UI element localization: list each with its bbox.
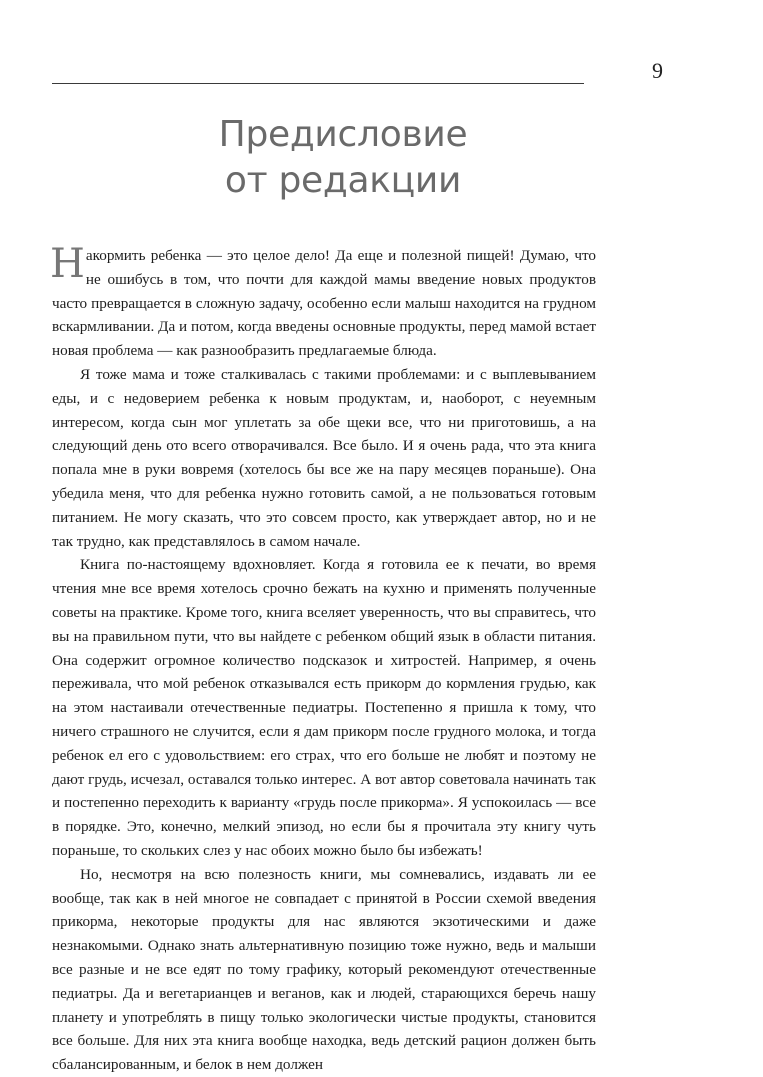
chapter-title-line-1: Предисловие (218, 114, 468, 155)
paragraph-3: Книга по-настоящему вдохновляет. Когда я готовила ее к печати, во время чтения мне все время хотелось срочно бежать на кухню и применять полученные советы на практике. Кроме того, книга вселяет уверенность, что вы справитесь, что вы на правильном пути, что вы найдете с ребенком общий язык в области питания. Она содержит огромное количество подсказок и хитростей. Например, я очень переживала, что мой ребенок отказывался есть прикорм до кормления грудью, как на этом настаивали отечественные педиатры. Постепенно я пришла к тому, что ничего страшного не случится, если я дам прикорм после грудного молока, и тогда ребенок ел его с удовольствием: его страх, что его больше не любят и поэтому не дают грудь, исчезал, оставался только интерес. А вот автор советовала начинать так и постепенно переходить к варианту «грудь после прикорма». Я успокоилась — все в порядке. Это, конечно, мелкий эпизод, но если бы я прочитала эту книгу чуть пораньше, то скольких слез у нас обоих можно было бы избежать! (52, 556, 596, 859)
paragraph-2: Я тоже мама и тоже сталкивалась с такими проблемами: и с выплевыванием еды, и с недоверием ребенка к новым продуктам, и, наоборот, с неуемным интересом, когда сын мог уплетать за обе щеки все, что ни приготовишь, а на следующий день ото всего отворачивался. Все было. И я очень рада, что эта книга попала мне в руки вовремя (хотелось бы все же на пару месяцев пораньше). Она убедила меня, что для ребенка нужно готовить самой, а не пользоваться готовым питанием. Не могу сказать, что это совсем просто, как утверждает автор, но и не так трудно, как представлялось в самом начале. (52, 365, 596, 550)
paragraph-4: Но, несмотря на всю полезность книги, мы сомневались, издавать ли ее вообще, так как в ней многое не совпадает с принятой в России схемой введения прикорма, некоторые продукты для нас являются экзотическими и даже незнакомыми. Однако знать альтернативную позицию тоже нужно, ведь и малыши все разные и не все едят по тому графику, который рекомендуют отечественные педиатры. Да и вегетарианцев и веганов, как и людей, старающихся беречь нашу планету и употреблять в пищу только экологически чистые продукты, становится все больше. Для них эта книга вообще находка, ведь детский рацион должен быть сбалансированным, и белок в нем должен (52, 865, 596, 1074)
paragraph-1 (50, 241, 596, 363)
chapter-title (52, 112, 634, 204)
paragraph-1-text: акормить ребенка — это целое дело! Да еще и полезной пищей! Думаю, что не ошибусь в том, что почти для каждой мамы введение новых продуктов часто превращается в сложную задачу, особенно если малыш находится на грудном вскармливании. Да и потом, когда введены основные продукты, перед мамой встает новая проблема — как разнообразить предлагаемые блюда. (52, 247, 596, 360)
page-number: 9 (652, 58, 663, 83)
body-text (50, 241, 596, 1077)
chapter-title-line-2: от редакции (224, 160, 462, 201)
header-rule (52, 83, 584, 84)
drop-cap: Н (50, 241, 85, 287)
